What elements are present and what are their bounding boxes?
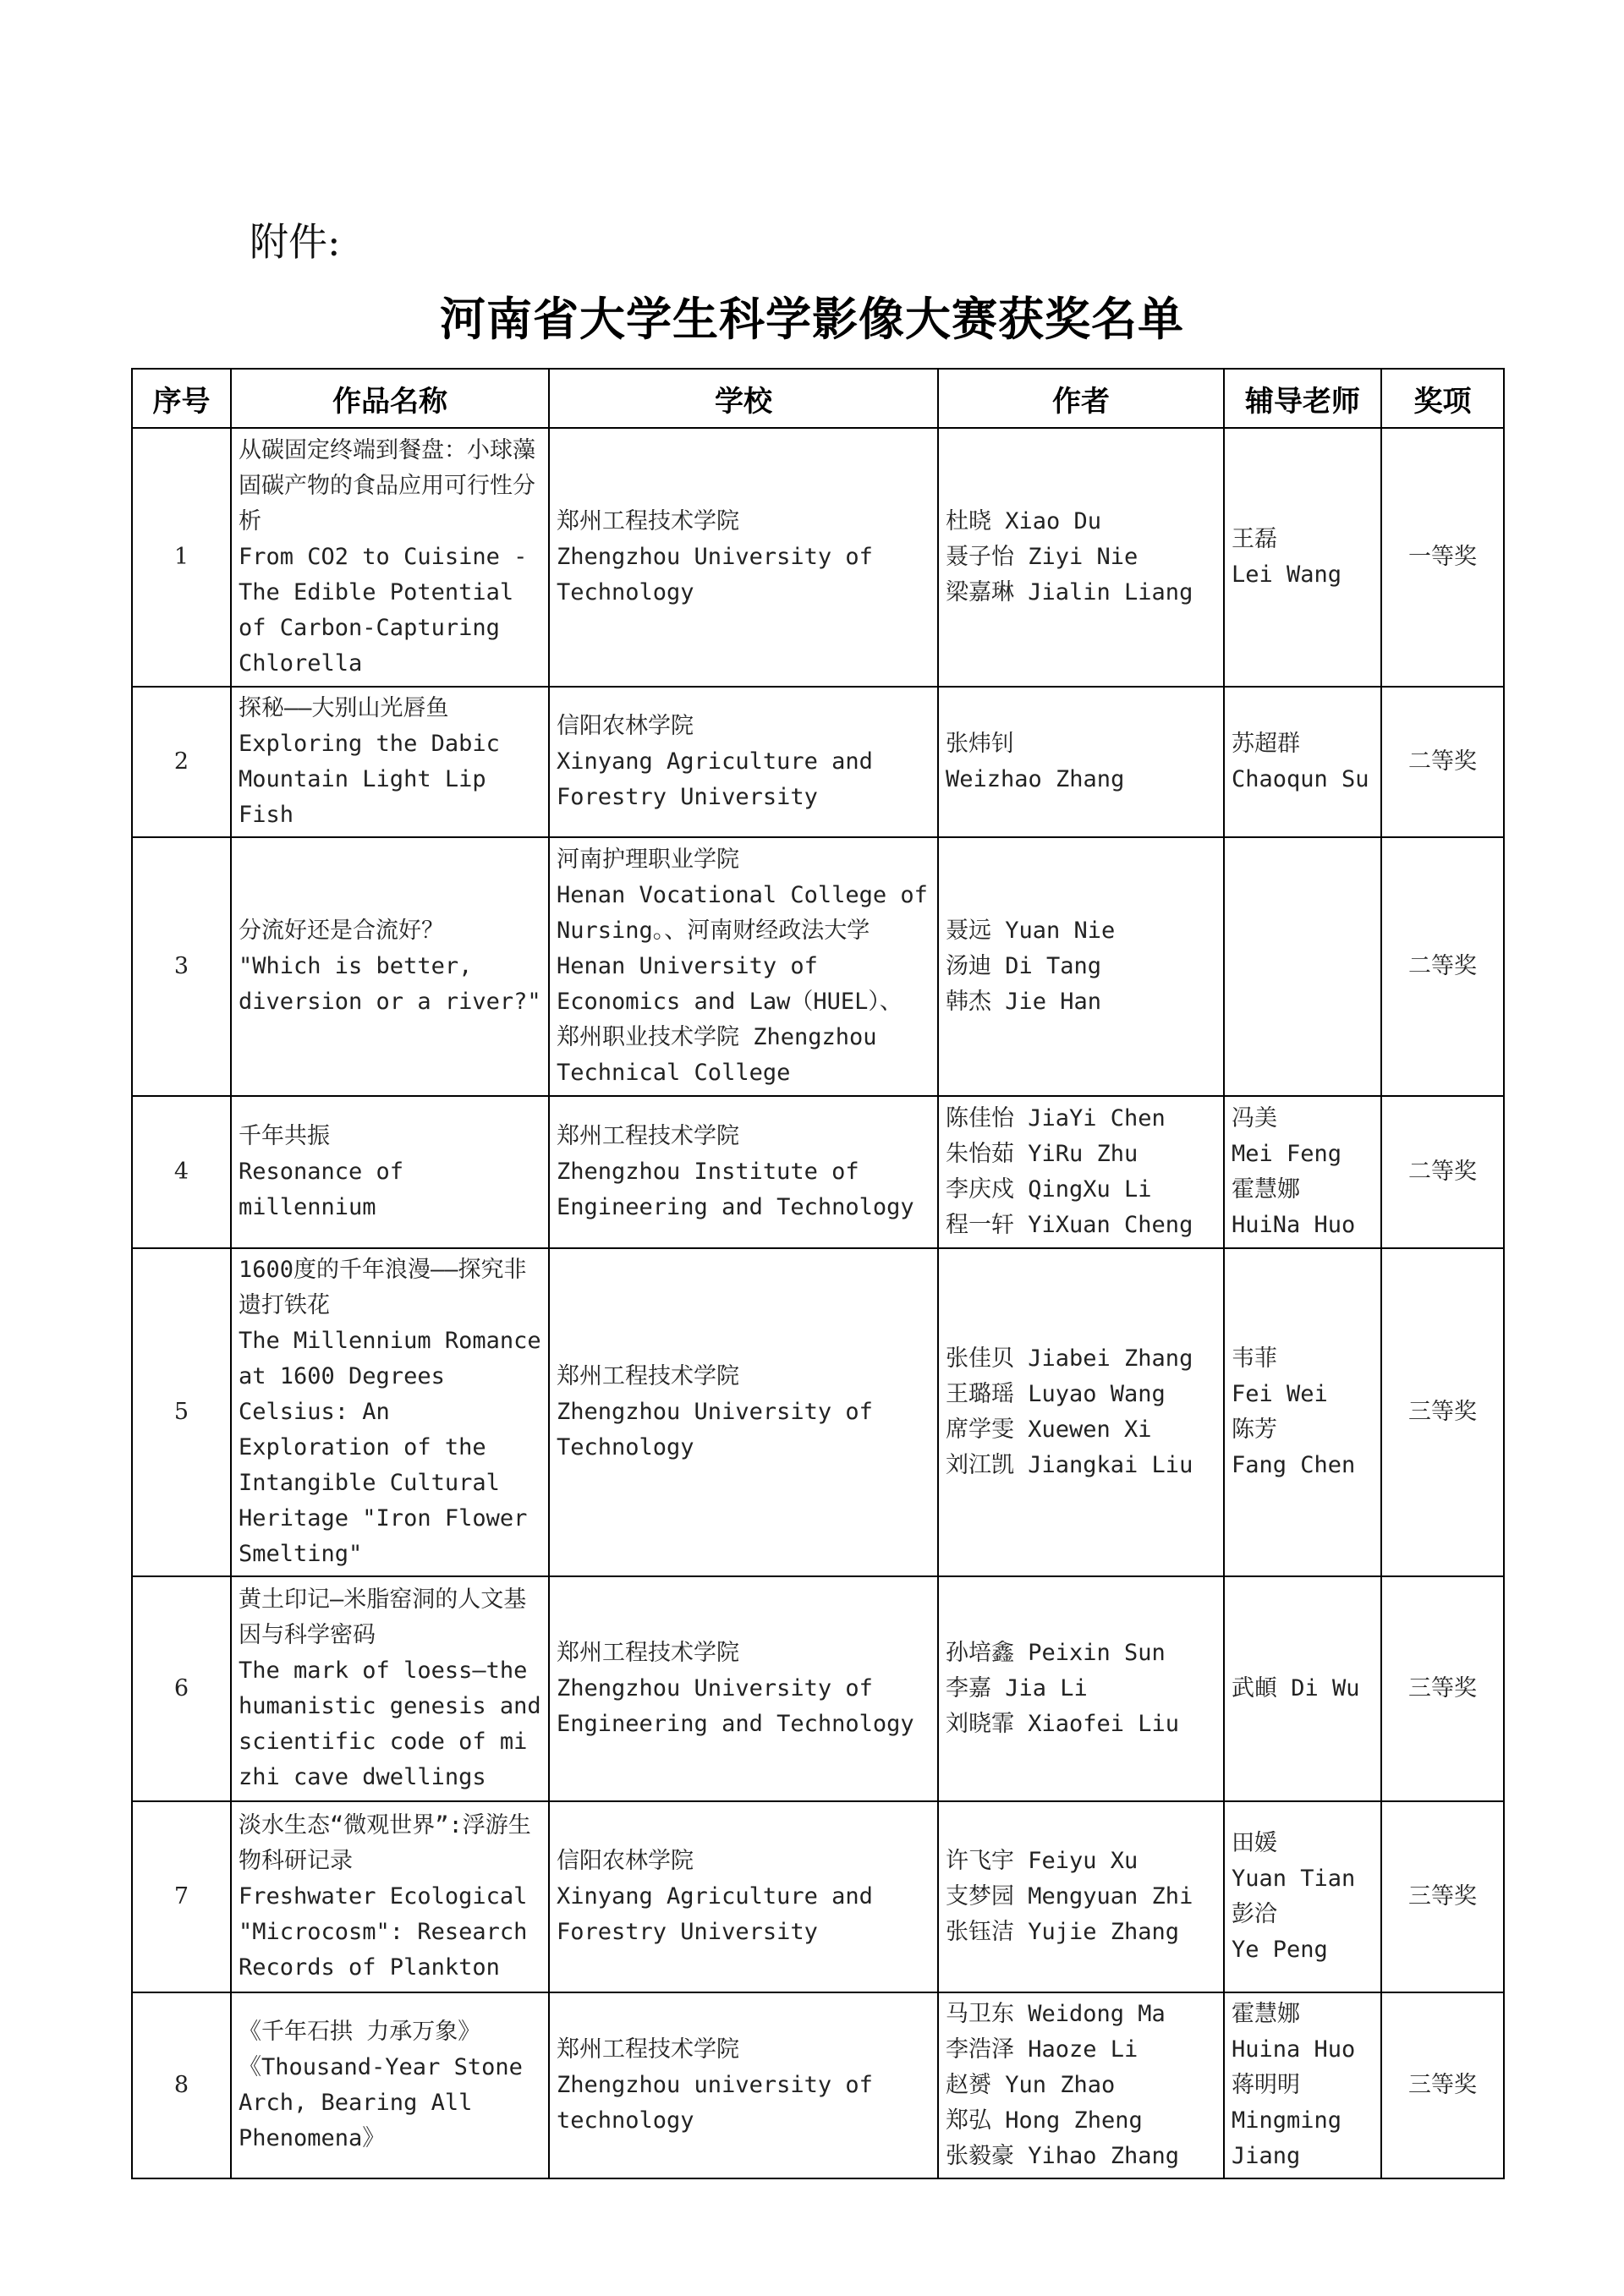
advisor-name: Huina Huo	[1232, 2036, 1356, 2063]
advisor-name: Fei Wei	[1232, 1381, 1328, 1407]
author-cell	[938, 428, 1224, 687]
author-name: Weizhao Zhang	[946, 766, 1125, 792]
document-title: 河南省大学生科学影像大赛获奖名单	[440, 292, 1184, 346]
row-number-cell: 8	[132, 1992, 231, 2178]
award-cell: 三等奖	[1381, 1992, 1504, 2178]
school-line: Henan Vocational College of	[557, 882, 928, 908]
advisor-name: Ye Peng	[1232, 1937, 1328, 1963]
work-title-cn: 分流好还是合流好？	[239, 918, 444, 944]
advisor-name: 苏超群	[1232, 731, 1300, 757]
author-name: 张钰洁 Yujie Zhang	[946, 1919, 1180, 1945]
school-cell	[549, 1248, 938, 1576]
advisor-name: 田媛	[1232, 1830, 1277, 1856]
table-row	[132, 1096, 1504, 1248]
school-line: 河南护理职业学院	[557, 847, 739, 873]
school-line: 信阳农林学院	[557, 1848, 694, 1874]
header-no: 序号	[132, 369, 231, 428]
advisor-name: Mingming	[1232, 2107, 1342, 2134]
row-number-cell: 2	[132, 687, 231, 837]
work-title-en: The Millennium Romance at 1600 Degrees Celsius: An Exploration of the Intangible Cultural Heritage "Iron Flower Smelting"	[239, 1328, 541, 1567]
author-name: 李浩泽 Haoze Li	[946, 2036, 1138, 2063]
table-header-row	[132, 369, 1504, 428]
award-cell: 三等奖	[1381, 1248, 1504, 1576]
table-row	[132, 687, 1504, 837]
advisor-name: 霍慧娜	[1232, 2001, 1300, 2027]
advisor-name: 武頔 Di Wu	[1232, 1675, 1360, 1701]
school-line: Zhengzhou Institute of	[557, 1159, 859, 1185]
advisor-name: 冯美	[1232, 1105, 1277, 1132]
school-cell	[549, 1801, 938, 1992]
advisor-name: 韦菲	[1232, 1345, 1277, 1372]
work-title-cell	[231, 837, 549, 1096]
author-cell	[938, 1248, 1224, 1576]
work-title-cell	[231, 687, 549, 837]
author-name: 李嘉 Jia Li	[946, 1675, 1088, 1701]
attachment-label: 附件:	[250, 219, 341, 265]
author-name: 杜晓 Xiao Du	[946, 508, 1102, 534]
work-title-en: Exploring the Dabic Mountain Light Lip Fish	[239, 731, 500, 828]
row-number-cell: 7	[132, 1801, 231, 1992]
advisor-cell	[1224, 1248, 1381, 1576]
author-name: 韩杰 Jie Han	[946, 989, 1102, 1015]
award-table	[131, 368, 1505, 2179]
work-title-cn: 千年共振	[239, 1123, 330, 1149]
header-school: 学校	[549, 369, 938, 428]
work-title-cn: 探秘——大别山光唇鱼	[239, 695, 449, 721]
work-title-en: Freshwater Ecological "Microcosm": Research Records of Plankton	[239, 1883, 528, 1981]
work-title-en: "Which is better, diversion or a river?"	[239, 953, 541, 1015]
school-line: 郑州工程技术学院	[557, 2036, 739, 2063]
work-title-cn: 黄土印记—米脂窑洞的人文基因与科学密码	[239, 1586, 527, 1648]
table-body	[132, 428, 1504, 2178]
school-line: Nursing。、河南财经政法大学	[557, 918, 870, 944]
author-name: 张毅豪 Yihao Zhang	[946, 2143, 1180, 2169]
school-line: 郑州工程技术学院	[557, 1123, 739, 1149]
advisor-name: 霍慧娜	[1232, 1176, 1300, 1203]
school-line: Technology	[557, 579, 694, 606]
author-cell	[938, 1096, 1224, 1248]
header-author: 作者	[938, 369, 1224, 428]
school-line: Zhengzhou University of	[557, 544, 873, 570]
school-line: Forestry University	[557, 1919, 818, 1945]
work-title-cn: 淡水生态“微观世界”:浮游生物科研记录	[239, 1812, 531, 1874]
school-line: Zhengzhou University of	[557, 1399, 873, 1425]
author-name: 梁嘉琳 Jialin Liang	[946, 579, 1193, 606]
author-cell	[938, 837, 1224, 1096]
advisor-name: Fang Chen	[1232, 1452, 1356, 1478]
advisor-name: 陈芳	[1232, 1417, 1277, 1443]
award-cell: 二等奖	[1381, 687, 1504, 837]
work-title-cn: 从碳固定终端到餐盘：小球藻固碳产物的食品应用可行性分析	[239, 437, 535, 534]
work-title-en: The mark of loess—the humanistic genesis and scientific code of mi zhi cave dwellings	[239, 1658, 541, 1790]
advisor-name: 彭洽	[1232, 1901, 1277, 1927]
school-line: Engineering and Technology	[557, 1711, 914, 1737]
school-cell	[549, 1096, 938, 1248]
advisor-cell	[1224, 1801, 1381, 1992]
author-name: 许飞宇 Feiyu Xu	[946, 1848, 1138, 1874]
header-advisor: 辅导老师	[1224, 369, 1381, 428]
advisor-name: Chaoqun Su	[1232, 766, 1369, 792]
author-name: 张佳贝 Jiabei Zhang	[946, 1345, 1193, 1372]
table-row	[132, 428, 1504, 687]
school-line: 郑州工程技术学院	[557, 1640, 739, 1666]
school-line: Engineering and Technology	[557, 1194, 914, 1220]
advisor-name: Yuan Tian	[1232, 1866, 1356, 1892]
author-name: 刘晓霏 Xiaofei Liu	[946, 1711, 1180, 1737]
author-name: 席学雯 Xuewen Xi	[946, 1417, 1152, 1443]
advisor-cell	[1224, 837, 1381, 1096]
work-title-en: 《Thousand-Year Stone Arch, Bearing All Phenomena》	[239, 2054, 523, 2151]
author-name: 聂远 Yuan Nie	[946, 918, 1116, 944]
school-cell	[549, 428, 938, 687]
work-title-cn: 1600度的千年浪漫——探究非遗打铁花	[239, 1257, 527, 1318]
award-cell: 二等奖	[1381, 837, 1504, 1096]
author-name: 李庆戍 QingXu Li	[946, 1176, 1152, 1203]
school-line: Xinyang Agriculture and	[557, 748, 873, 775]
award-cell: 三等奖	[1381, 1576, 1504, 1801]
author-name: 程一轩 YiXuan Cheng	[946, 1212, 1193, 1238]
school-line: Xinyang Agriculture and	[557, 1883, 873, 1910]
author-name: 聂子怡 Ziyi Nie	[946, 544, 1138, 570]
work-title-cn: 《千年石拱 力承万象》	[239, 2019, 481, 2045]
school-cell	[549, 837, 938, 1096]
row-number-cell: 5	[132, 1248, 231, 1576]
author-name: 马卫东 Weidong Ma	[946, 2001, 1166, 2027]
award-cell: 三等奖	[1381, 1801, 1504, 1992]
advisor-cell	[1224, 687, 1381, 837]
header-award: 奖项	[1381, 369, 1504, 428]
author-name: 汤迪 Di Tang	[946, 953, 1102, 979]
advisor-cell	[1224, 1992, 1381, 2178]
school-line: 郑州工程技术学院	[557, 1363, 739, 1389]
table-row	[132, 1248, 1504, 1576]
author-name: 刘江凯 Jiangkai Liu	[946, 1452, 1193, 1478]
work-title-cell	[231, 1096, 549, 1248]
author-name: 张炜钊	[946, 731, 1014, 757]
author-name: 赵赟 Yun Zhao	[946, 2072, 1116, 2098]
school-line: Forestry University	[557, 784, 818, 810]
author-cell	[938, 687, 1224, 837]
work-title-cell	[231, 1992, 549, 2178]
school-line: Economics and Law（HUEL）、	[557, 989, 903, 1015]
author-cell	[938, 1576, 1224, 1801]
work-title-en: Resonance of millennium	[239, 1159, 404, 1220]
author-name: 郑弘 Hong Zheng	[946, 2107, 1143, 2134]
author-cell	[938, 1992, 1224, 2178]
row-number-cell: 1	[132, 428, 231, 687]
header-work: 作品名称	[231, 369, 549, 428]
advisor-cell	[1224, 428, 1381, 687]
work-title-cell	[231, 1576, 549, 1801]
table-row	[132, 1801, 1504, 1992]
school-cell	[549, 687, 938, 837]
advisor-cell	[1224, 1576, 1381, 1801]
school-line: Zhengzhou University of	[557, 1675, 873, 1701]
school-line: 郑州工程技术学院	[557, 508, 739, 534]
school-line: technology	[557, 2107, 694, 2134]
author-name: 朱怡茹 YiRu Zhu	[946, 1141, 1138, 1167]
row-number-cell: 3	[132, 837, 231, 1096]
school-line: 郑州职业技术学院 Zhengzhou	[557, 1024, 877, 1050]
school-cell	[549, 1992, 938, 2178]
advisor-name: Lei Wang	[1232, 562, 1342, 588]
advisor-name: 王磊	[1232, 526, 1277, 552]
school-line: Zhengzhou university of	[557, 2072, 873, 2098]
work-title-cell	[231, 428, 549, 687]
advisor-name: 蒋明明	[1232, 2072, 1300, 2098]
author-name: 孙培鑫 Peixin Sun	[946, 1640, 1166, 1666]
school-line: Henan University of	[557, 953, 818, 979]
row-number-cell: 6	[132, 1576, 231, 1801]
school-line: Technology	[557, 1434, 694, 1460]
work-title-cell	[231, 1801, 549, 1992]
table-row	[132, 1576, 1504, 1801]
school-cell	[549, 1576, 938, 1801]
advisor-name: Jiang	[1232, 2143, 1301, 2169]
work-title-cell	[231, 1248, 549, 1576]
table-row	[132, 837, 1504, 1096]
advisor-cell	[1224, 1096, 1381, 1248]
advisor-name: Mei Feng	[1232, 1141, 1342, 1167]
author-name: 陈佳怡 JiaYi Chen	[946, 1105, 1166, 1132]
author-cell	[938, 1801, 1224, 1992]
row-number-cell: 4	[132, 1096, 231, 1248]
award-cell: 二等奖	[1381, 1096, 1504, 1248]
school-line: Technical College	[557, 1060, 791, 1086]
work-title-en: From CO2 to Cuisine - The Edible Potential of Carbon-Capturing Chlorella	[239, 544, 528, 677]
school-line: 信阳农林学院	[557, 713, 694, 739]
award-cell: 一等奖	[1381, 428, 1504, 687]
advisor-name: HuiNa Huo	[1232, 1212, 1356, 1238]
table-row	[132, 1992, 1504, 2178]
author-name: 王璐瑶 Luyao Wang	[946, 1381, 1166, 1407]
author-name: 支梦园 Mengyuan Zhi	[946, 1883, 1193, 1910]
